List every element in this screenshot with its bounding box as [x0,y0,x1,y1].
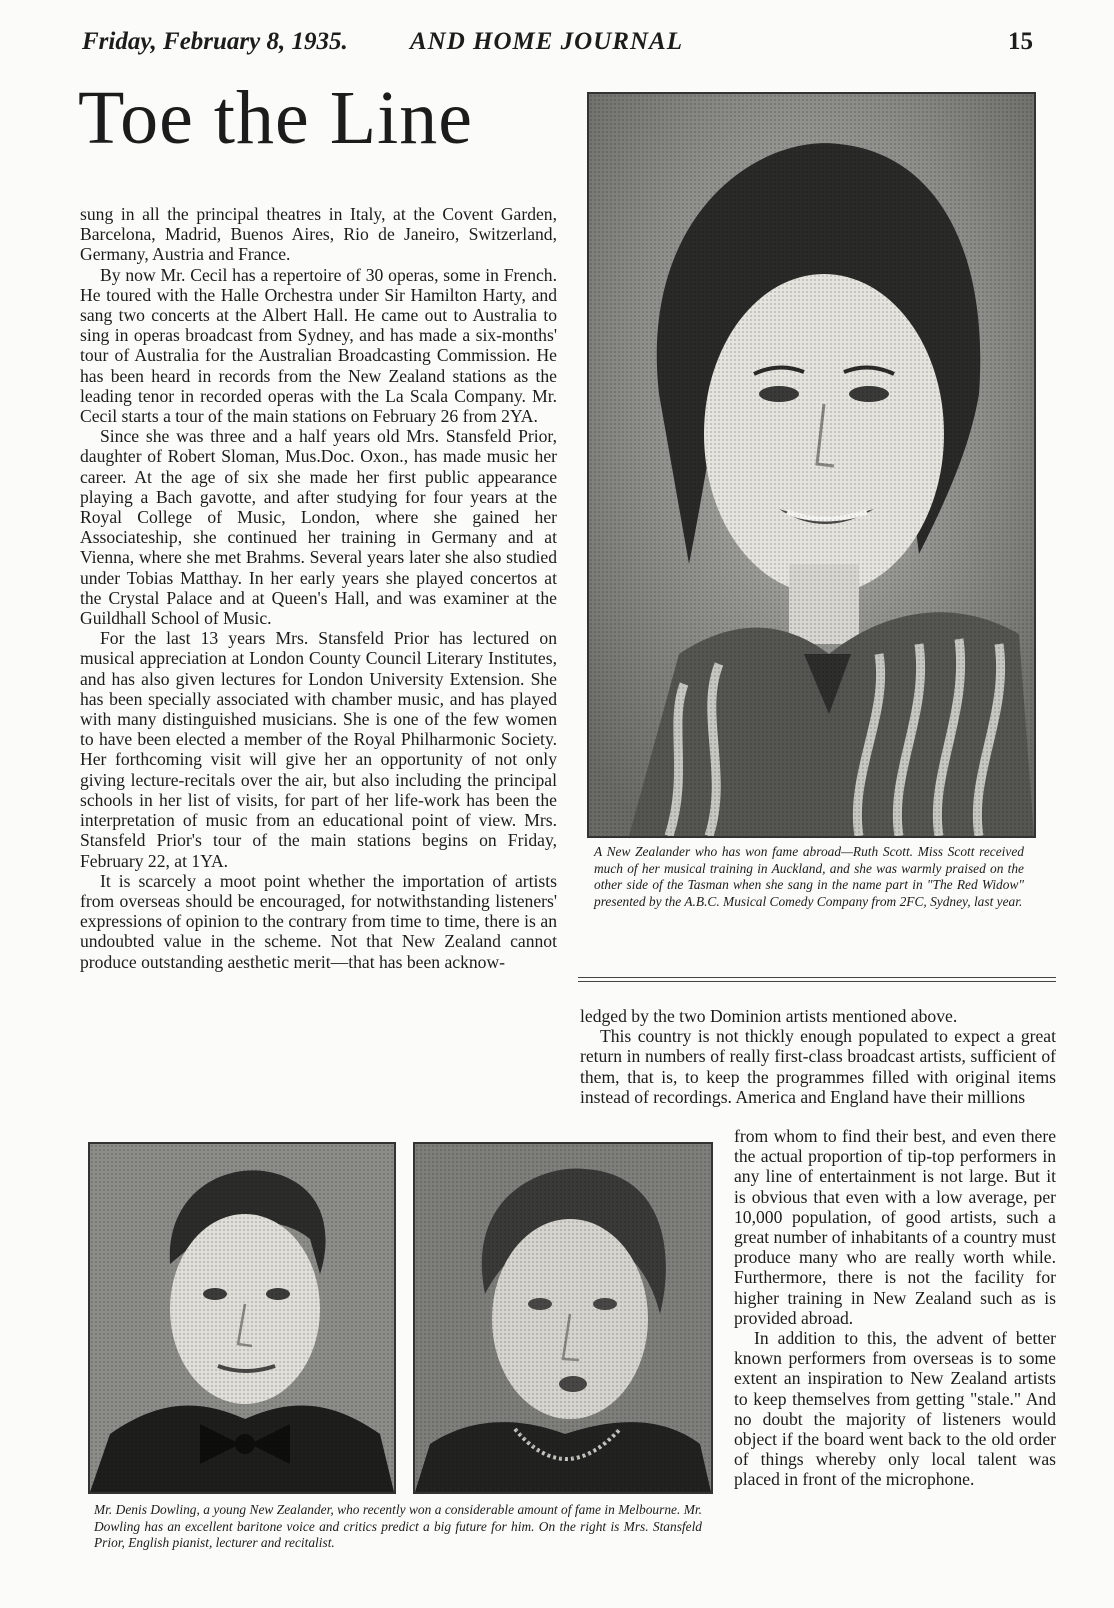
paragraph: Since she was three and a half years old Mrs. Stansfeld Prior, daughter of Robert Sloman, Mus.Doc. Oxon., has made music her career. At the age of six she made her first public appearance playing a Bach gavotte, and after studying for four years at the Royal College of Music, London, where she gained her Associateship, she continued her training in Germany and at Vienna, where she met Brahms. Several years later she also studied under Tobias Matthay. In her early years she played concertos at the Crystal Palace and at Queen's Hall, and was examiner at the Guildhall School of Music. [80,426,557,629]
paragraph: In addition to this, the advent of better known performers from overseas is to some extent an inspiration to New Zealand artists to keep themselves from getting "stale." And no doubt the majority of listeners would object if the board went back to the old order of things whereby only local talent was placed in front of the microphone. [734,1328,1056,1490]
ruth-scott-photo [587,92,1036,838]
left-column [80,204,557,972]
headline: Toe the Line [78,76,473,160]
dowling-prior-caption: Mr. Denis Dowling, a young New Zealander, who recently won a considerable amount of fame in Melbourne. Mr. Dowling has an excellent baritone voice and critics predict a big future for him. On the right is Mrs. Stansfeld Prior, English pianist, lecturer and recitalist. [94,1502,702,1550]
masthead-publication: AND HOME JOURNAL [410,28,683,55]
ruth-scott-caption: A New Zealander who has won fame abroad—Ruth Scott. Miss Scott received much of her musical training in Auckland, and she was warmly praised on the other side of the Tasman when she sang in the name part in "The Red Widow" presented by the A.B.C. Musical Comedy Company from 2FC, Sydney, last year. [594,844,1024,909]
page-number: 15 [1008,28,1033,55]
denis-dowling-photo [88,1142,396,1494]
column-rule [578,977,1056,982]
paragraph: By now Mr. Cecil has a repertoire of 30 operas, some in French. He toured with the Halle Orchestra under Sir Hamilton Harty, and sang two concerts at the Albert Hall. He came out to Australia to sing in operas broadcast from Sydney, and has made a six-months' tour of Australia for the Australian Broadcasting Commission. He has been heard in records from the New Zealand stations as the leading tenor in recorded operas with the La Scala Company. Mr. Cecil starts a tour of the main stations on February 26 from 2YA. [80,264,557,427]
paragraph: For the last 13 years Mrs. Stansfeld Prior has lectured on musical appreciation at London County Council Literary Institutes, and has also given lectures for London University Extension. She has been specially associated with chamber music, and has played with many distinguished musicians. She is one of the few women to have been elected a member of the Royal Philharmonic Society. Her forthcoming visit will give her an opportunity of not only giving lecture-recitals over the air, but also including the principal schools in her list of visits, for part of her life-work has been the interpretation of music from an educational point of view. Mrs. Stansfeld Prior's tour of the main stations begins on Friday, February 22, at 1YA. [80,628,557,871]
right-column-top [580,1006,1056,1107]
paragraph: sung in all the principal theatres in Italy, at the Covent Garden, Barcelona, Madrid, Buenos Aires, Rio de Janeiro, Switzerland, Germany, Austria and France. [80,204,557,265]
paragraph: ledged by the two Dominion artists mentioned above. [580,1006,958,1026]
right-column-bottom [734,1126,1056,1490]
stansfeld-prior-photo [413,1142,713,1494]
masthead-date: Friday, February 8, 1935. [82,28,348,55]
paragraph: from whom to find their best, and even there the actual proportion of tip-top performers in any line of entertainment is not large. But it is obvious that even with a low average, per 10,000 population, of good artists, such a great number of inhabitants of a country must produce many who are really worth while. Furthermore, there is not the facility for higher training in New Zealand such as is provided abroad. [734,1126,1056,1328]
paragraph: It is scarcely a moot point whether the importation of artists from overseas should be encouraged, for notwithstanding listeners' expressions of opinion to the contrary from time to time, there is an undoubted value in the scheme. Not that New Zealand cannot produce outstanding aesthetic merit—that has been acknow- [80,870,557,972]
paragraph: This country is not thickly enough populated to expect a great return in numbers of really first-class broadcast artists, sufficient of them, that is, to keep the programmes filled with original items instead of recordings. America and England have their millions [580,1026,1056,1107]
